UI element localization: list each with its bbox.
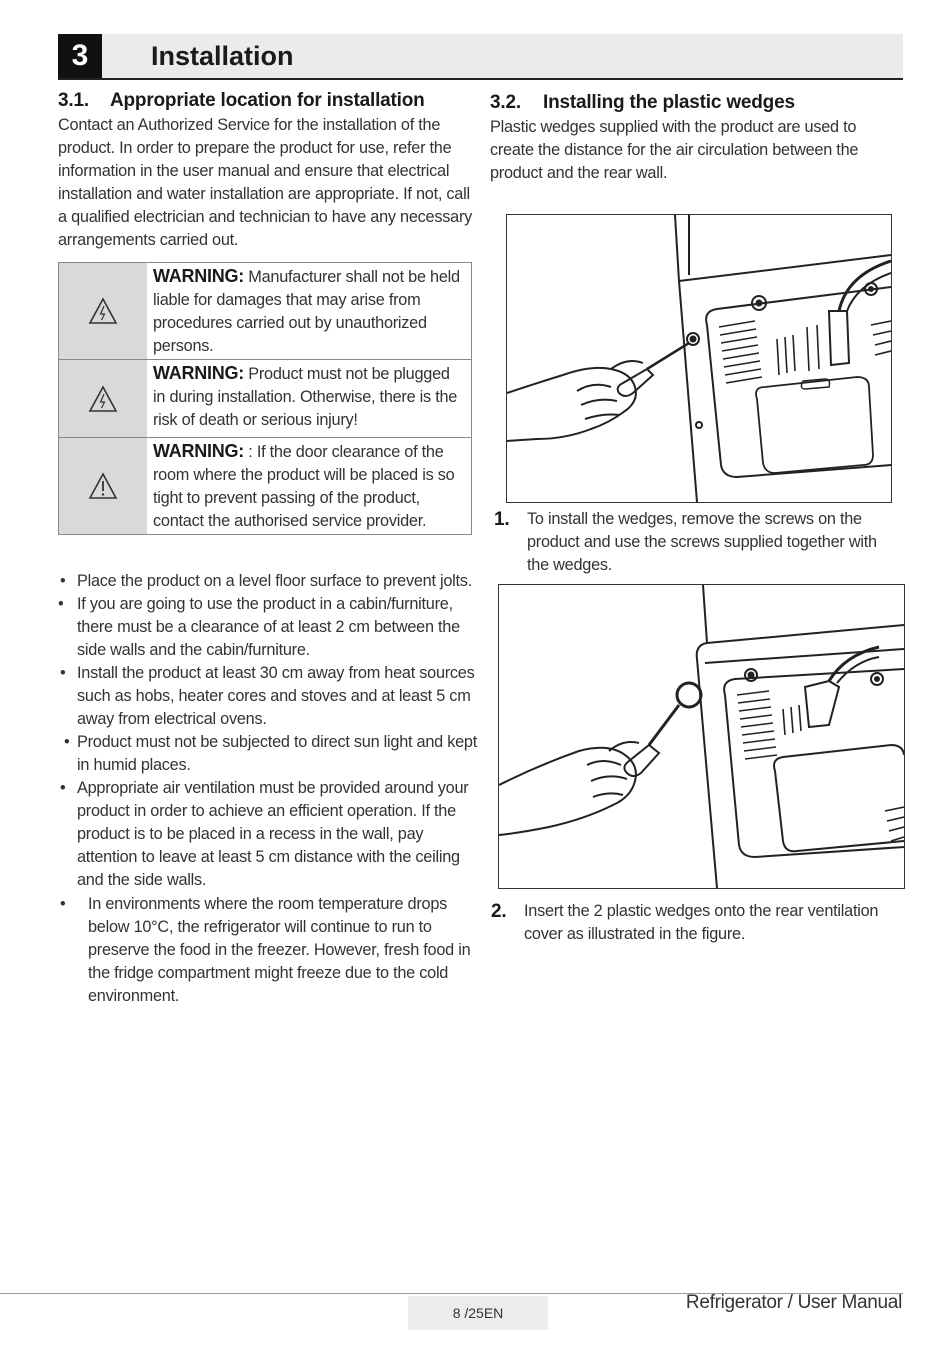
chapter-header <box>58 34 903 80</box>
warning-text: WARNING: Manufacturer shall not be held liable for damages that may arise from procedures carried out by unauthorized persons. <box>153 266 460 355</box>
list-item: • Appropriate air ventilation must be provided around your product in order to achieve an efficient operation. If the product is to be placed in a recess in the wall, pay attention to leave at least 5 cm distance with the ceiling and the side walls. <box>60 779 469 889</box>
list-item: • Product must not be subjected to direct sun light and kept in humid places. <box>64 733 478 774</box>
electric-warning-icon <box>59 263 147 359</box>
step-2 <box>491 900 903 946</box>
list-item: • If you are going to use the product in a cabin/furniture, there must be a clearance of at least 2 cm between the side walls and the cabin/furniture. <box>58 595 460 659</box>
wedge-insertion-illustration <box>498 584 905 889</box>
step-number: 1. <box>494 509 510 530</box>
warning-row <box>59 263 471 360</box>
chapter-number: 3 <box>58 34 102 78</box>
chapter-title: Installation <box>151 41 294 71</box>
section-2-title: Installing the plastic wedges <box>543 92 795 113</box>
list-item: • Install the product at least 30 cm away from heat sources such as hobs, heater cores and stoves and at least 5 cm away from electrical ovens. <box>60 664 475 728</box>
section-1-intro: Contact an Authorized Service for the installation of the product. In order to prepare the product for use, refer the information in the user manual and ensure that electrical installation and water installation are appropriate. If not, call a qualified electrician and technician to have any necessary arrangements carried out. <box>58 116 473 249</box>
list-item: • In environments where the room temperature drops below 10°C, the refrigerator will continue to run to preserve the food in the freezer. However, fresh food in the fridge compartment might freeze due to the cold environment. <box>60 895 471 1005</box>
page-number: 8 /25EN <box>408 1296 548 1330</box>
warning-row <box>59 438 471 534</box>
list-item: • Place the product on a level floor surface to prevent jolts. <box>60 572 472 590</box>
section-1-title: Appropriate location for installation <box>110 90 425 111</box>
warning-text: WARNING: : If the door clearance of the room where the product will be placed is so tight to prevent passing of the product, contact the authorised service provider. <box>153 441 455 530</box>
warning-row <box>59 360 471 438</box>
step-text: Insert the 2 plastic wedges onto the rear ventilation cover as illustrated in the figure. <box>524 902 879 943</box>
wedge-screw-removal-illustration <box>506 214 892 503</box>
warning-table <box>58 262 472 535</box>
section-2-number: 3.2. <box>490 92 521 113</box>
step-number: 2. <box>491 901 507 922</box>
manual-title: Refrigerator / User Manual <box>685 1292 902 1313</box>
step-1 <box>494 508 899 577</box>
section-2-intro: Plastic wedges supplied with the product are used to create the distance for the air circulation between the product and the rear wall. <box>490 118 859 182</box>
section-1-heading <box>58 90 425 112</box>
electric-warning-icon <box>59 360 147 437</box>
general-warning-icon <box>59 438 147 534</box>
warning-text: WARNING: Product must not be plugged in during installation. Otherwise, there is the risk of death or serious injury! <box>153 363 458 429</box>
section-1-number: 3.1. <box>58 90 89 111</box>
section-2-heading <box>490 92 795 114</box>
step-text: To install the wedges, remove the screws on the product and use the screws supplied together with the wedges. <box>527 510 877 574</box>
installation-bullet-list <box>58 570 478 1008</box>
